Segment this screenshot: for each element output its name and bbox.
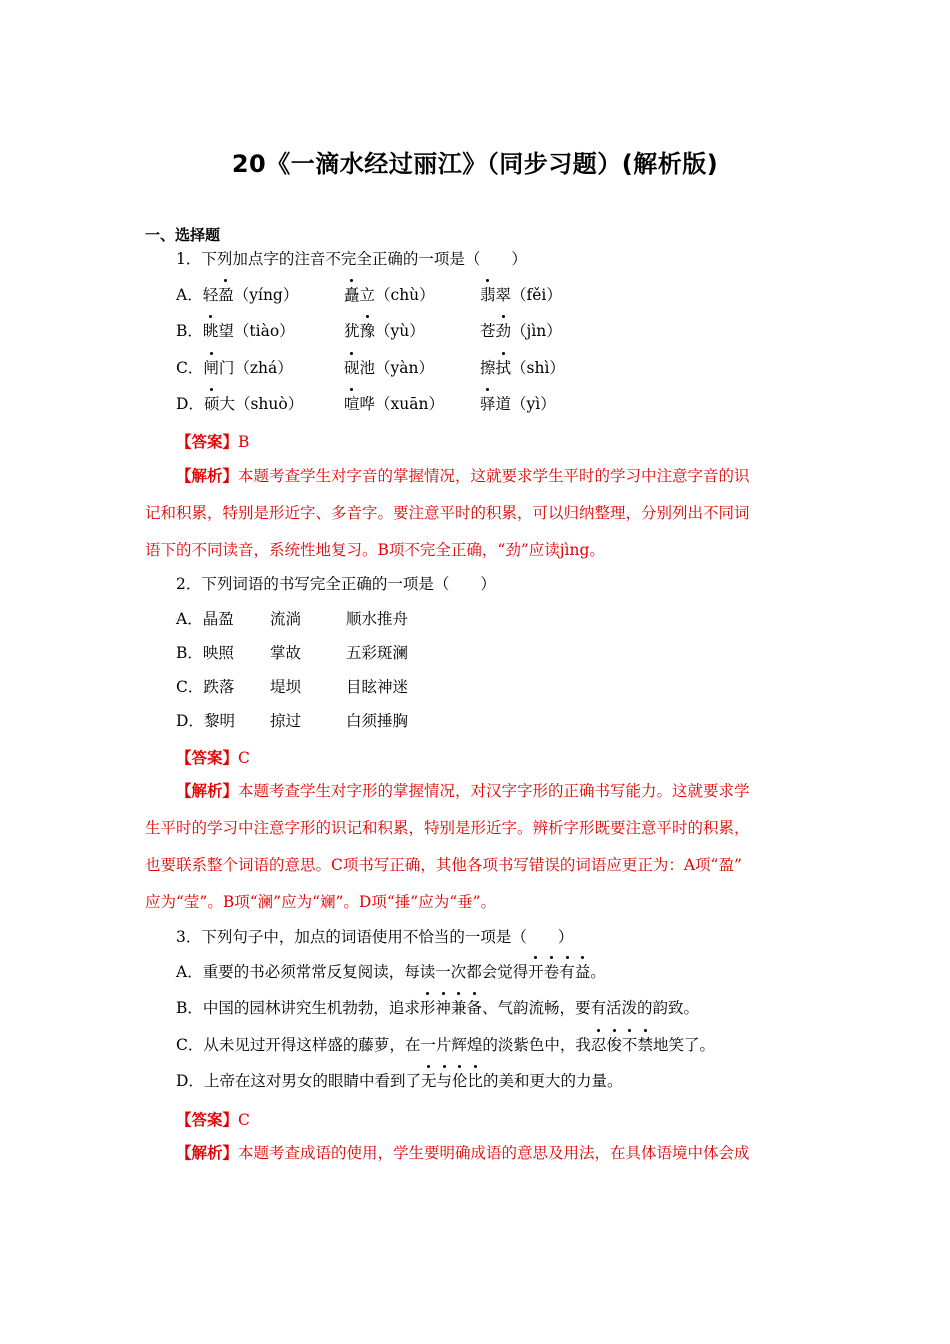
- q2-option-a: A．晶盈 流淌 顺水推舟: [176, 610, 409, 628]
- q3-analysis: 【解析】本题考查成语的使用，学生要明确成语的意思及用法，在具体语境中体会成: [176, 1143, 750, 1162]
- q1-c-word1: C．闸门（zhá）: [176, 359, 293, 377]
- q1-answer: 【答案】B: [176, 432, 250, 451]
- q2-option-b: B．映照 掌故 五彩斑澜: [176, 644, 409, 662]
- q3-d-dotted: 无与伦比: [420, 1072, 484, 1090]
- q1-d-word1: D．硕大（shuò）: [176, 395, 304, 413]
- q1-option-d: [176, 394, 676, 416]
- q1-a-word1: A．轻盈（yíng）: [176, 286, 299, 304]
- q3-option-a: A．重要的书必须常常反复阅读，每读一次都会觉得开卷有益。: [176, 963, 606, 981]
- q3-option-d: D．上帝在这对男女的眼睛中看到了无与伦比的美和更大的力量。: [176, 1072, 623, 1090]
- q1-c-word3: 擦拭（shì）: [480, 359, 565, 377]
- q1-option-a: [176, 285, 676, 307]
- q1-d-word3: 驿道（yì）: [480, 395, 556, 413]
- q2-option-d: D．黎明 掠过 白须捶胸: [176, 712, 409, 730]
- q2-analysis: 【解析】本题考查学生对字形的掌握情况，对汉字字形的正确书写能力。这就要求学 生平时的学习中注意字形的识记和积累，特别是形近字。辨析字形既要注意平时的积累， 也要联系整个词语的意思。C项书写正确，其他各项书写错误的词语应更正为：A项“盈” 应为“莹”。B项“澜”应为“斓”。D项“捶”应为“垂”。: [145, 781, 750, 911]
- q1-b-word3: 苍劲（jìn）: [480, 322, 562, 340]
- q1-analysis: 【解析】本题考查学生对字音的掌握情况，这就要求学生平时的学习中注意字音的识 记和积累，特别是形近字、多音字。要注意平时的积累，可以归纳整理，分别列出不同词 语下的不同读音，系统性地复习。B项不完全正确，“劲”应读jìng。: [145, 466, 750, 559]
- q1-c-word2: 砚池（yàn）: [344, 359, 434, 377]
- section-heading: 一、选择题: [145, 226, 221, 244]
- q3-a-dotted: 开卷有益: [528, 963, 591, 981]
- q1-option-c: [176, 358, 676, 380]
- q2-option-c: C．跌落 堤坝 目眩神迷: [176, 678, 409, 696]
- q1-a-word3: 翡翠（fěi）: [480, 286, 562, 304]
- q2-answer: 【答案】C: [176, 748, 250, 767]
- q2-stem: 2．下列词语的书写完全正确的一项是（ ）: [176, 575, 496, 593]
- q1-stem: 1．下列加点字的注音不完全正确的一项是（ ）: [176, 250, 527, 268]
- q3-stem: 3．下列句子中，加点的词语使用不恰当的一项是（ ）: [176, 928, 574, 946]
- q3-b-dotted: 形神兼备: [419, 999, 482, 1017]
- q3-c-dotted: 忍俊不禁: [590, 1036, 653, 1054]
- q3-option-c: C．从未见过开得这样盛的藤萝，在一片辉煌的淡紫色中，我忍俊不禁地笑了。: [176, 1036, 715, 1054]
- q1-b-word2: 犹豫（yù）: [344, 322, 425, 340]
- q1-b-word1: B．眺望（tiào）: [176, 322, 295, 340]
- q3-answer: 【答案】C: [176, 1110, 250, 1129]
- q1-d-word2: 喧哗（xuān）: [344, 395, 444, 413]
- q1-option-b: [176, 321, 676, 343]
- q3-option-b: B．中国的园林讲究生机勃勃，追求形神兼备、气韵流畅，要有活泼的韵致。: [176, 999, 699, 1017]
- q1-a-word2: 矗立（chù）: [344, 286, 435, 304]
- page-title: 20《一滴水经过丽江》（同步习题）(解析版): [231, 150, 719, 178]
